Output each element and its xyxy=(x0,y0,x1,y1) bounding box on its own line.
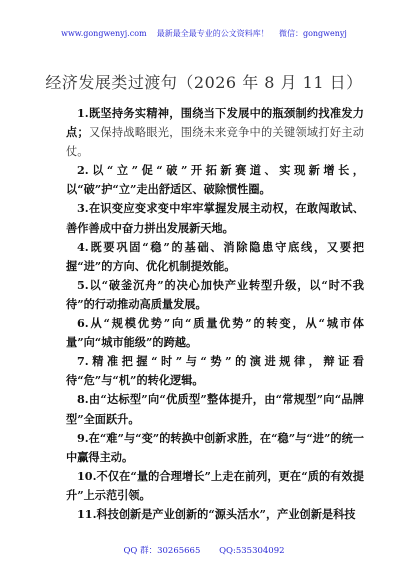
paragraph-4-main: 4.既要巩固“稳”的基础、消除隐患守底线，又要把握“进”的方向、优化机制提效能。 xyxy=(66,239,364,273)
paragraph-1 xyxy=(66,104,364,161)
site-url[interactable]: www.gongwenyj.com xyxy=(61,29,147,38)
document-title: 经济发展类过渡句（2026 年 8 月 11 日） xyxy=(45,73,363,92)
document-body xyxy=(66,104,364,524)
paragraph-1-main: 1.既坚持务实精神，围绕当下发展中的瓶颈制约找准发力点； xyxy=(66,106,364,140)
paragraph-11-main: 11.科技创新是产业创新的“源头活水”，产业创新是科技 xyxy=(77,506,356,521)
qq-number: QQ:535304092 xyxy=(219,546,285,556)
paragraph-6 xyxy=(66,314,364,352)
paragraph-11 xyxy=(66,505,364,524)
paragraph-7 xyxy=(66,352,364,390)
paragraph-10 xyxy=(66,467,364,505)
paragraph-1-tail: 又保持战略眼光，围绕未来竞争中的关键领域打好主动仗。 xyxy=(66,126,364,159)
paragraph-10-main: 10.不仅在“量的合理增长”上走在前列，更在“质的有效提升”上示范引领。 xyxy=(66,468,364,502)
site-slogan: 最新最全最专业的公文资料库！ xyxy=(156,29,269,38)
paragraph-9-main: 9.在“难”与“变”的转换中创新求胜，在“稳”与“进”的统一中赢得主动。 xyxy=(66,430,364,464)
paragraph-8-main: 8.由“达标型”向“优质型”整体提升，由“常规型”向“品牌型”全面跃升。 xyxy=(66,392,364,426)
paragraph-2 xyxy=(66,161,364,199)
paragraph-8 xyxy=(66,390,364,428)
paragraph-3-main: 3.在识变应变求变中牢牢掌握发展主动权，在敢闯敢试、善作善成中奋力拼出发展新天地。 xyxy=(66,201,364,235)
wechat-id: 微信：gongwenyj xyxy=(278,29,347,38)
paragraph-6-main: 6.从“规模优势”向“质量优势”的转变，从“城市体量”向“城市能级”的跨越。 xyxy=(66,316,364,350)
paragraph-5 xyxy=(66,276,364,314)
footer-contact xyxy=(0,545,408,557)
paragraph-3 xyxy=(66,199,364,237)
paragraph-2-main: 2.以“立”促“破”开拓新赛道、实现新增长，以“破”护“立”走出舒适区、破除惯性圈。 xyxy=(66,163,364,197)
qq-group: QQ 群：30265665 xyxy=(123,546,201,556)
paragraph-9 xyxy=(66,429,364,467)
paragraph-7-main: 7.精准把握“时”与“势”的演进规律，辩证看待“危”与“机”的转化逻辑。 xyxy=(66,354,364,388)
header-banner xyxy=(0,28,408,39)
paragraph-5-main: 5.以“破釜沉舟”的决心加快产业转型升级，以“时不我待”的行动推动高质量发展。 xyxy=(66,277,364,311)
paragraph-4 xyxy=(66,238,364,276)
